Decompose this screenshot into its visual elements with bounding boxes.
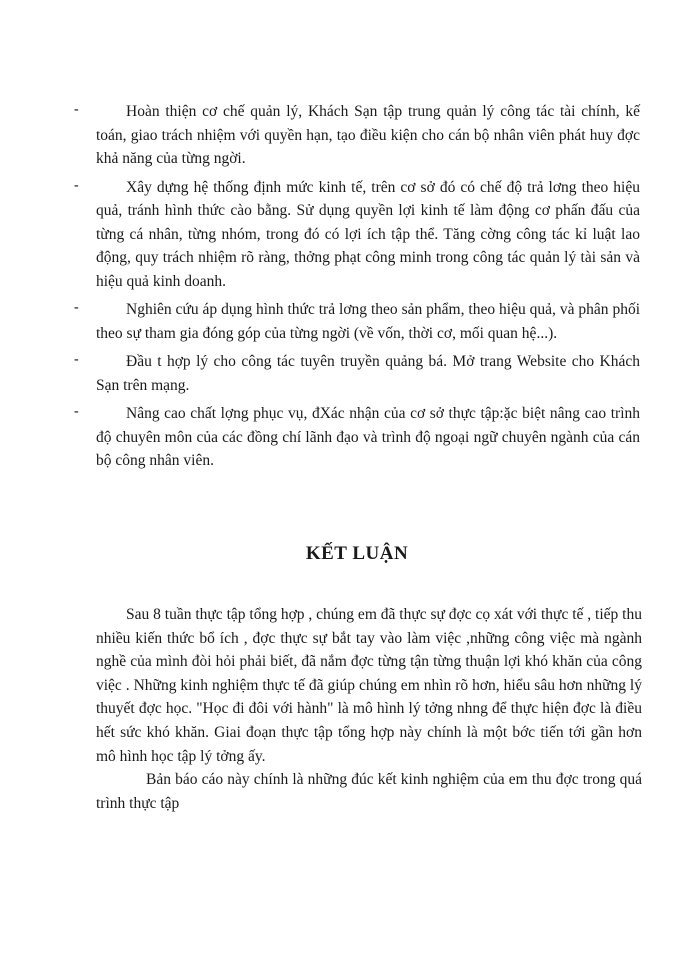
bullet-dash: - [74, 102, 79, 117]
conclusion-paragraph: Bản báo cáo này chính là những đúc kết kinh nghiệm của em thu đợc trong quá trình thực tập [96, 771, 642, 812]
bullet-dash: - [74, 352, 79, 367]
list-item-text: Nâng cao chất lợng phục vụ, đXác nhận của cơ sở thực tập:ặc biệt nâng cao trình độ chuyên môn của các đồng chí lãnh đạo và trình độ ngoại ngữ chuyên ngành của cán bộ công nhân viên. [96, 405, 640, 469]
conclusion-heading: KẾT LUẬN [305, 543, 409, 564]
conclusion-paragraph: Sau 8 tuần thực tập tổng hợp , chúng em đã thực sự đợc cọ xát với thực tế , tiếp thu nhiều kiến thức bổ ích , đợc thực sự bắt tay vào làm việc ,những công việc mà ngành nghề của mình đòi hỏi phải biết, đã nắm đợc từng tận từng thuận lợi khó khăn của công việc . Những kinh nghiệm thực tế đã giúp chúng em nhìn rõ hơn, hiểu sâu hơn những lý thuyết đợc học. "Học đi đôi với hành" là mô hình lý tởng nhng để thực hiện đợc là điều hết sức khó khăn. Giai đoạn thực tập tổng hợp này chính là một bớc tiến tới gần hơn mô hình học tập lý tởng ấy. [96, 606, 642, 765]
list-item-text: Xây dựng hệ thống định mức kinh tế, trên cơ sở đó có chế độ trả lơng theo hiệu quả, tránh hình thức cào bằng. Sử dụng quyền lợi kinh tế làm động cơ phấn đấu của từng cá nhân, từng nhóm, trong đó có lợi ích tập thể. Tăng cờng công tác kỉ luật lao động, quy trách nhiệm rõ ràng, thởng phạt công minh trong công tác quản lý tài sản và hiệu quả kinh doanh. [96, 178, 640, 290]
recommendation-list [0, 100, 700, 478]
list-item [0, 350, 700, 397]
list-item-text: Hoàn thiện cơ chế quản lý, Khách Sạn tập trung quản lý công tác tài chính, kế toán, giao trách nhiệm với quyền hạn, tạo điều kiện cho cán bộ nhân viên phát huy đợc khả năng của từng ngời. [96, 103, 640, 167]
list-item-text: Nghiên cứu áp dụng hình thức trả lơng theo sản phẩm, theo hiệu quả, và phân phối theo sự tham gia đóng góp của từng ngời (về vốn, thời cơ, mối quan hệ...). [96, 301, 640, 342]
list-item [0, 402, 700, 473]
list-item [0, 176, 700, 294]
list-item [0, 298, 700, 345]
conclusion-body [96, 603, 642, 815]
bullet-dash: - [74, 177, 79, 193]
list-item-text: Đầu t hợp lý cho công tác tuyên truyền quảng bá. Mở trang Website cho Khách Sạn trên mạng. [96, 353, 640, 394]
bullet-dash: - [74, 404, 79, 419]
list-item [0, 100, 700, 171]
bullet-dash: - [74, 300, 79, 315]
